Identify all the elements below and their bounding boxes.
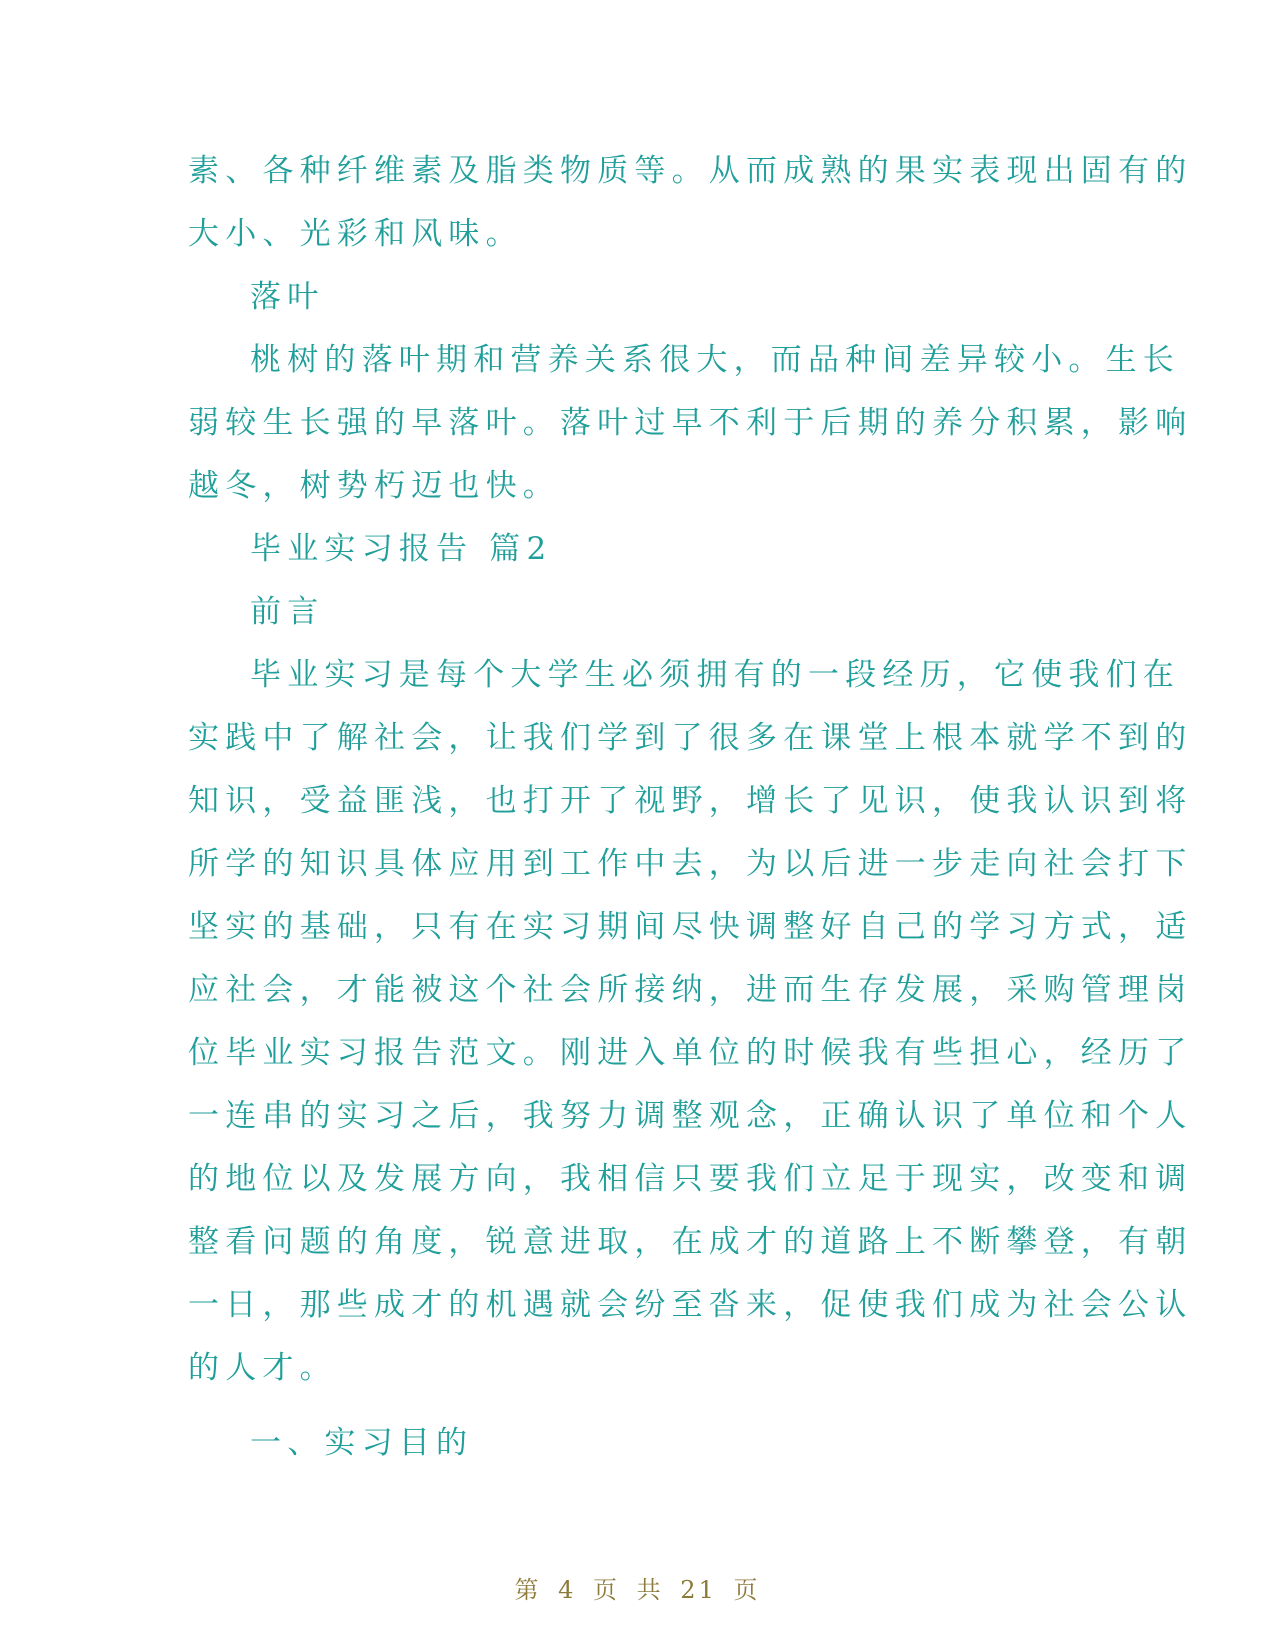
section-heading: 一、实习目的	[250, 1425, 474, 1461]
paragraph-line: 毕业实习是每个大学生必须拥有的一段经历，它使我们在	[250, 657, 1180, 693]
paragraph-line: 一日，那些成才的机遇就会纷至沓来，促使我们成为社会公认	[188, 1287, 1193, 1323]
paragraph-line: 应社会，才能被这个社会所接纳，进而生存发展，采购管理岗	[188, 972, 1193, 1008]
paragraph-line: 桃树的落叶期和营养关系很大，而品种间差异较小。生长	[250, 342, 1180, 378]
paragraph-line: 位毕业实习报告范文。刚进入单位的时候我有些担心，经历了	[188, 1035, 1193, 1071]
section-heading: 落叶	[250, 279, 325, 315]
paragraph-line: 一连串的实习之后，我努力调整观念，正确认识了单位和个人	[188, 1098, 1193, 1134]
paragraph-line: 坚实的基础，只有在实习期间尽快调整好自己的学习方式，适	[188, 909, 1193, 945]
paragraph-line: 素、各种纤维素及脂类物质等。从而成熟的果实表现出固有的	[188, 153, 1193, 189]
paragraph-line: 知识，受益匪浅，也打开了视野，增长了见识，使我认识到将	[188, 783, 1193, 819]
paragraph-line: 的人才。	[188, 1350, 337, 1386]
paragraph-line: 的地位以及发展方向，我相信只要我们立足于现实，改变和调	[188, 1161, 1193, 1197]
paragraph-line: 越冬，树势朽迈也快。	[188, 468, 560, 504]
paragraph-line: 整看问题的角度，锐意进取，在成才的道路上不断攀登，有朝	[188, 1224, 1193, 1260]
section-heading: 前言	[250, 594, 325, 630]
paragraph-line: 实践中了解社会，让我们学到了很多在课堂上根本就学不到的	[188, 720, 1193, 756]
page-number-footer: 第 4 页 共 21 页	[514, 1576, 761, 1604]
paragraph-line: 弱较生长强的早落叶。落叶过早不利于后期的养分积累，影响	[188, 405, 1193, 441]
paragraph-line: 大小、光彩和风味。	[188, 216, 523, 252]
document-body	[188, 140, 1193, 1475]
chapter-heading: 毕业实习报告 篇2	[250, 531, 553, 567]
paragraph-line: 所学的知识具体应用到工作中去，为以后进一步走向社会打下	[188, 846, 1193, 882]
